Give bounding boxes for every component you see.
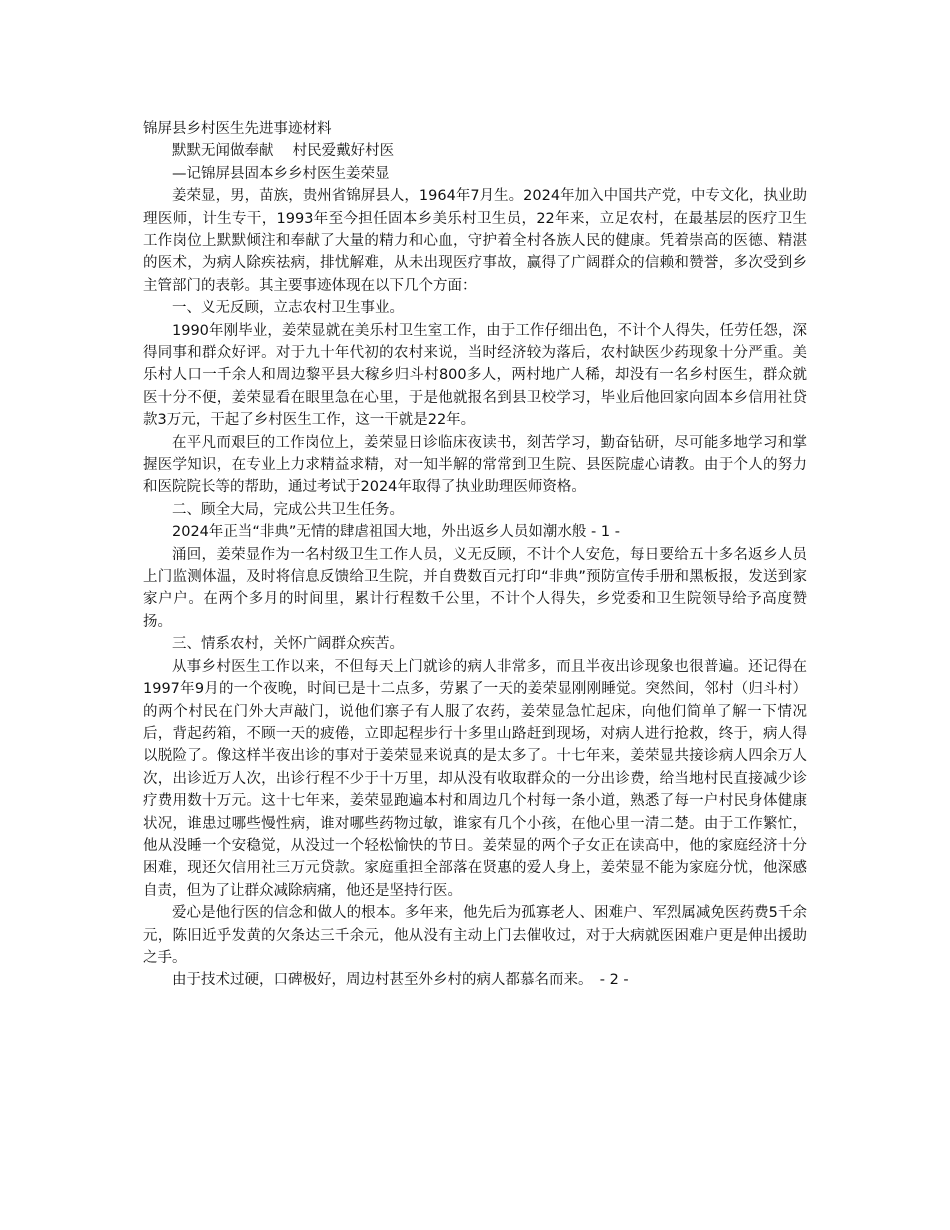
paragraph-sars: 涌回，姜荣显作为一名村级卫生工作人员，义无反顾，不计个人安危，每日要给五十多名返乡人员上门监测体温，及时将信息反馈给卫生院，并自费数百元打印“非典”预防宣传手册和黑板报，发送到家家户户。在两个多月的时间里，累计行程数千公里，不计个人得失，乡党委和卫生院领导给予高度赞扬。 — [143, 546, 807, 630]
paragraph-study: 在平凡而艰巨的工作岗位上，姜荣显日诊临床夜读书，刻苦学习，勤奋钻研，尽可能多地学习和掌握医学知识，在专业上力求精益求精，对一知半解的常常到卫生院、县医院虚心请教。由于个人的努力和医院院长等的帮助，通过考试于2024年取得了执业助理医师资格。 — [143, 434, 807, 496]
paragraph-1990: 1990年刚毕业，姜荣显就在美乐村卫生室工作，由于工作仔细出色，不计个人得失，任劳任怨，深得同事和群众好评。对于九十年代初的农村来说，当时经济较为落后，农村缺医少药现象十分严重。美乐村人口一千余人和周边黎平县大稼乡归斗村800多人，两村地广人稀，却没有一名乡村医生，群众就医十分不便，姜荣显看在眼里急在心里，于是他就报名到县卫校学习，毕业后他回家向固本乡信用社贷款3万元，干起了乡村医生工作，这一干就是22年。 — [143, 322, 807, 429]
section-heading-1: 一、义无反顾，立志农村卫生事业。 — [172, 300, 404, 317]
headline: 默默无闻做奉献 村民爱戴好村医 — [172, 143, 395, 160]
document-title: 锦屏县乡村医生先进事迹材料 — [143, 121, 332, 137]
paragraph-love: 爱心是他行医的信念和做人的根本。多年来，他先后为孤寡老人、困难户、军烈属减免医药费5千余元，陈旧近乎发黄的欠条达三千余元，他从没有主动上门去催收过，对于大病就医困难户更是伸出援助之手。 — [143, 905, 807, 966]
paragraph-reputation: 由于技术过硬，口碑极好，周边村甚至外乡村的病人都慕名而来。 - 2 - — [172, 972, 629, 989]
paragraph-sars-start: 2024年正当“非典”无情的肆虐祖国大地，外出返乡人员如潮水般 - 1 - — [172, 524, 620, 541]
paragraph-intro: 姜荣显，男，苗族，贵州省锦屏县人，1964年7月生。2024年加入中国共产党，中专文化，执业助理医师，计生专干，1993年至今担任固本乡美乐村卫生员，22年来，立足农村，在最基层的医疗卫生工作岗位上默默倾注和奉献了大量的精力和心血，守护着全村各族人民的健康。凭着崇高的医德、精湛的医术，为病人除疾祛病，排忧解难，从未出现医疗事故，赢得了广阔群众的信赖和赞誉，多次受到乡主管部门的表彰。其主要事迹体现在以下几个方面： — [143, 188, 807, 294]
document-page — [143, 118, 807, 992]
section-heading-3: 三、情系农村，关怀广阔群众疾苦。 — [172, 636, 404, 653]
paragraph-night-call: 从事乡村医生工作以来，不但每天上门就诊的病人非常多，而且半夜出诊现象也很普遍。还记得在1997年9月的一个夜晚，时间已是十二点多，劳累了一天的姜荣显刚刚睡觉。突然间，邻村（归斗村）的两个村民在门外大声敲门，说他们寨子有人服了农药，姜荣显急忙起床，向他们简单了解一下情况后，背起药箱，不顾一天的疲倦，立即起程步行十多里山路赶到现场，对病人进行抢救，终于，病人得以脱险了。像这样半夜出诊的事对于姜荣显来说真的是太多了。十七年来，姜荣显共接诊病人四余万人次，出诊近万人次，出诊行程不少于十万里，却从没有收取群众的一分出诊费，给当地村民直接减少诊疗费用数十万元。这十七年来，姜荣显跑遍本村和周边几个村每一条小道，熟悉了每一户村民身体健康状况，谁患过哪些慢性病，谁对哪些药物过敏，谁家有几个小孩，在他心里一清二楚。由于工作繁忙，他从没睡一个安稳觉，从没过一个轻松愉快的节日。姜荣显的两个子女正在读高中，他的家庭经济十分困难，现还欠信用社三万元贷款。家庭重担全部落在贤惠的爱人身上，姜荣显不能为家庭分忧，他深感自责，但为了让群众减除病痛，他还是坚持行医。 — [143, 658, 807, 899]
subheadline: —记锦屏县固本乡乡村医生姜荣显 — [172, 165, 390, 182]
section-heading-2: 二、顾全大局，完成公共卫生任务。 — [172, 501, 404, 518]
